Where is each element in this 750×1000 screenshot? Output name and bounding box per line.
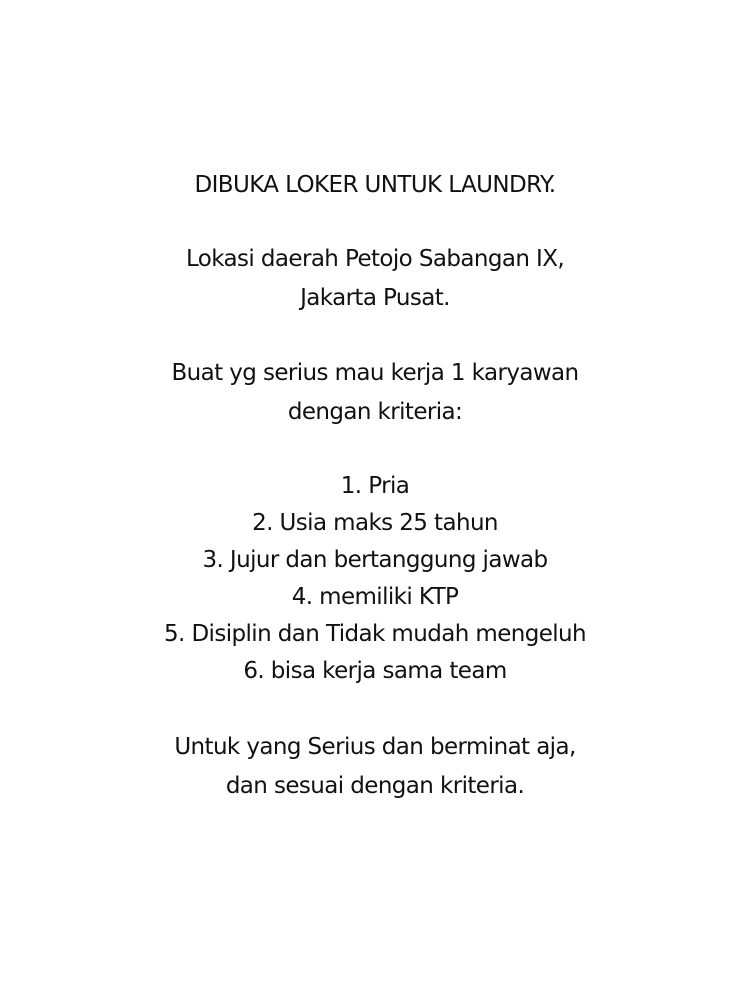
criteria-item: 4. memiliki KTP bbox=[291, 584, 459, 610]
intro-line-2: dengan kriteria: bbox=[287, 399, 463, 425]
intro-line-1: Buat yg serius mau kerja 1 karyawan bbox=[171, 360, 579, 386]
criteria-item: 3. Jujur dan bertanggung jawab bbox=[202, 547, 548, 573]
criteria-item: 2. Usia maks 25 tahun bbox=[252, 510, 498, 536]
criteria-item: 1. Pria bbox=[340, 473, 410, 499]
location-line-2: Jakarta Pusat. bbox=[300, 285, 450, 311]
closing-line-1: Untuk yang Serius dan berminat aja, bbox=[174, 734, 576, 760]
criteria-item: 6. bisa kerja sama team bbox=[243, 658, 507, 684]
criteria-item: 5. Disiplin dan Tidak mudah mengeluh bbox=[163, 621, 587, 647]
location-line-1: Lokasi daerah Petojo Sabangan IX, bbox=[185, 246, 565, 272]
notice-heading: DIBUKA LOKER UNTUK LAUNDRY. bbox=[194, 172, 556, 198]
closing-line-2: dan sesuai dengan kriteria. bbox=[225, 773, 525, 799]
